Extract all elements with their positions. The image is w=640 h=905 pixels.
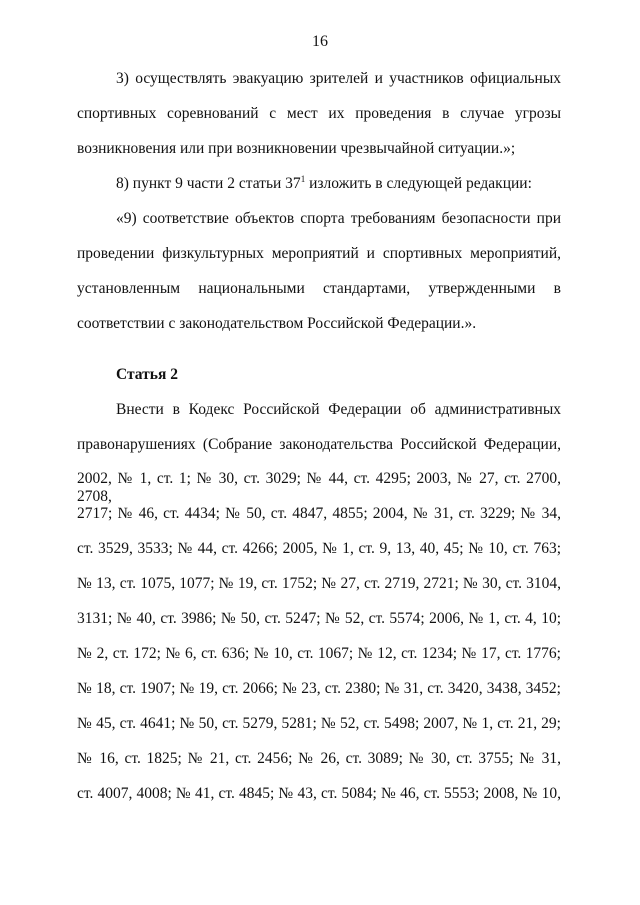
text-line: № 13, ст. 1075, 1077; № 19, ст. 1752; № 27, ст. 2719, 2721; № 30, ст. 3104, xyxy=(77,575,561,592)
text-line: ст. 3529, 3533; № 44, ст. 4266; 2005, № 1, ст. 9, 13, 40, 45; № 10, ст. 763; xyxy=(77,540,561,557)
text-line: № 16, ст. 1825; № 21, ст. 2456; № 26, ст. 3089; № 30, ст. 3755; № 31, xyxy=(77,750,561,767)
text-fragment: изложить в следующей редакции: xyxy=(305,175,532,192)
text-line: правонарушениях (Собрание законодательства Российской Федерации, xyxy=(77,436,561,453)
text-line: 3) осуществлять эвакуацию зрителей и участников официальных xyxy=(116,70,561,87)
page-number: 16 xyxy=(312,33,328,50)
article-heading: Статья 2 xyxy=(116,366,178,383)
text-line: 2002, № 1, ст. 1; № 30, ст. 3029; № 44, ст. 4295; 2003, № 27, ст. 2700, 2708, xyxy=(77,470,561,505)
text-line: проведении физкультурных мероприятий и спортивных мероприятий, xyxy=(77,245,561,262)
text-line: 3131; № 40, ст. 3986; № 50, ст. 5247; № 52, ст. 5574; 2006, № 1, ст. 4, 10; xyxy=(77,610,561,627)
text-line: установленным национальными стандартами, утвержденными в xyxy=(77,280,561,297)
text-line: спортивных соревнований с мест их проведения в случае угрозы xyxy=(77,105,561,122)
text-fragment: 8) пункт 9 части 2 статьи 37 xyxy=(116,175,301,192)
text-line: № 45, ст. 4641; № 50, ст. 5279, 5281; № 52, ст. 5498; 2007, № 1, ст. 21, 29; xyxy=(77,715,561,732)
text-line: № 18, ст. 1907; № 19, ст. 2066; № 23, ст. 2380; № 31, ст. 3420, 3438, 3452; xyxy=(77,680,561,697)
superscript: 1 xyxy=(300,173,306,184)
text-line: ст. 4007, 4008; № 41, ст. 4845; № 43, ст. 5084; № 46, ст. 5553; 2008, № 10, xyxy=(77,785,561,802)
text-line: соответствии с законодательством Российской Федерации.». xyxy=(77,315,477,332)
text-line: № 2, ст. 172; № 6, ст. 636; № 10, ст. 1067; № 12, ст. 1234; № 17, ст. 1776; xyxy=(77,645,561,662)
text-line: «9) соответствие объектов спорта требованиям безопасности при xyxy=(116,210,561,227)
text-line xyxy=(116,175,561,193)
text-line: 2717; № 46, ст. 4434; № 50, ст. 4847, 4855; 2004, № 31, ст. 3229; № 34, xyxy=(77,505,561,522)
text-line: Внести в Кодекс Российской Федерации об административных xyxy=(116,401,561,418)
text-line: возникновения или при возникновении чрезвычайной ситуации.»; xyxy=(77,140,516,157)
